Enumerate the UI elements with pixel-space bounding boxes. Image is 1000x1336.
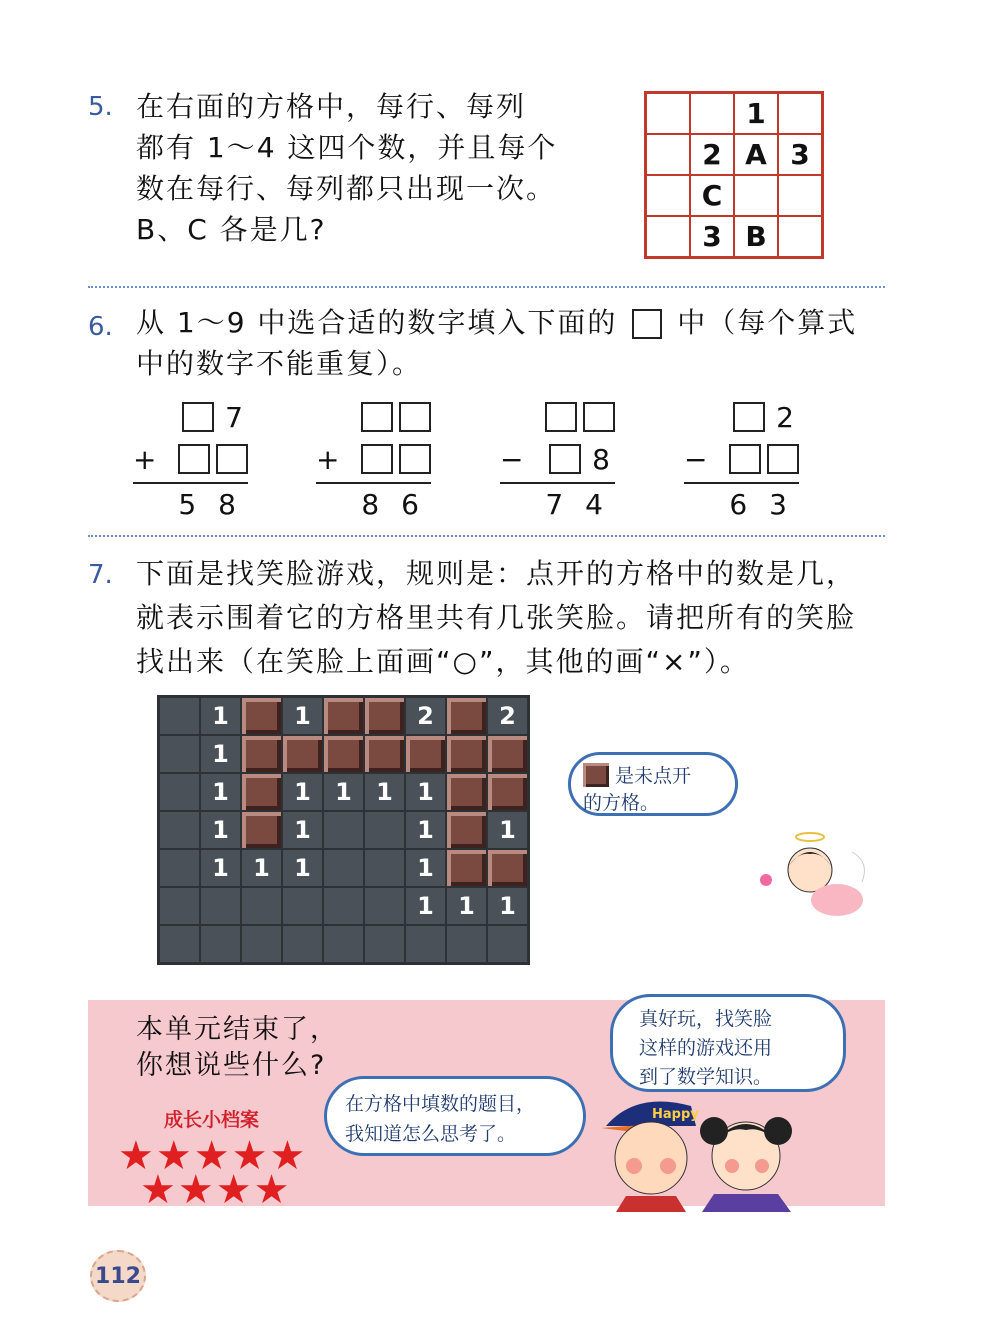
open-cell: 1 — [241, 849, 282, 887]
open-cell: 1 — [200, 849, 241, 887]
q7-line: 下面是找笑脸游戏，规则是：点开的方格中的数是几， — [136, 557, 857, 590]
grid-cell[interactable] — [646, 175, 690, 216]
closed-cell[interactable] — [241, 811, 282, 849]
open-cell — [323, 887, 364, 925]
open-cell: 1 — [405, 887, 446, 925]
equation-1 — [133, 396, 248, 524]
blank-box[interactable] — [767, 444, 799, 474]
open-cell — [282, 887, 323, 925]
open-cell — [364, 887, 405, 925]
question-7-text — [136, 552, 896, 684]
closed-cell[interactable] — [446, 811, 487, 849]
blank-box[interactable] — [399, 402, 431, 432]
latin-square-grid — [644, 91, 824, 259]
open-cell — [323, 849, 364, 887]
operator: − — [684, 442, 708, 476]
equation-3 — [500, 396, 615, 524]
open-cell — [364, 849, 405, 887]
open-cell: 1 — [200, 811, 241, 849]
open-cell — [159, 887, 200, 925]
blank-box-icon — [632, 309, 662, 339]
q6-line-1-after: 中（每个算式 — [677, 306, 858, 339]
digit: 8 — [218, 487, 236, 521]
open-cell: 1 — [282, 849, 323, 887]
q7-line: 找出来（在笑脸上面画“○”，其他的画“×”）。 — [136, 645, 750, 678]
grid-cell: 2 — [690, 134, 734, 175]
q5-line: 在右面的方格中，每行、每列 — [136, 90, 527, 123]
grid-cell: 1 — [734, 93, 778, 134]
blank-box[interactable] — [361, 402, 393, 432]
grid-cell[interactable] — [778, 175, 822, 216]
open-cell — [159, 849, 200, 887]
closed-cell[interactable] — [446, 849, 487, 887]
open-cell — [446, 925, 487, 963]
closed-cell[interactable] — [446, 735, 487, 773]
blank-box[interactable] — [729, 444, 761, 474]
q7-line: 就表示围着它的方格里共有几张笑脸。请把所有的笑脸 — [136, 601, 857, 634]
grid-cell: B — [734, 216, 778, 257]
page-number-badge — [90, 1250, 146, 1302]
digit: 5 — [178, 487, 197, 521]
blank-box[interactable] — [733, 402, 765, 432]
open-cell — [323, 925, 364, 963]
bubble-text: 在方格中填数的题目， — [345, 1093, 536, 1115]
open-cell — [282, 925, 323, 963]
question-7-number: 7. — [88, 560, 113, 590]
open-cell: 1 — [405, 773, 446, 811]
open-cell: 2 — [487, 697, 528, 735]
blank-box[interactable] — [216, 444, 248, 474]
open-cell: 1 — [487, 811, 528, 849]
blank-box[interactable] — [361, 444, 393, 474]
speech-bubble-boy — [324, 1076, 586, 1156]
open-cell: 1 — [405, 849, 446, 887]
q6-line-1-before: 从 1～9 中选合适的数字填入下面的 — [136, 306, 618, 339]
angel-girl-illustration — [752, 822, 877, 932]
blank-box[interactable] — [178, 444, 210, 474]
closed-cell-icon — [583, 763, 609, 787]
open-cell — [159, 925, 200, 963]
question-5-text — [136, 86, 616, 250]
open-cell — [159, 697, 200, 735]
open-cell: 1 — [282, 811, 323, 849]
grid-cell[interactable] — [646, 134, 690, 175]
closed-cell[interactable] — [446, 773, 487, 811]
bubble-text: 我知道怎么思考了。 — [345, 1123, 517, 1145]
closed-cell[interactable] — [241, 735, 282, 773]
closed-cell[interactable] — [323, 697, 364, 735]
closed-cell[interactable] — [241, 697, 282, 735]
open-cell — [364, 811, 405, 849]
blank-box[interactable] — [399, 444, 431, 474]
q6-line-1 — [136, 302, 896, 343]
open-cell — [487, 925, 528, 963]
open-cell — [200, 925, 241, 963]
digit: 2 — [776, 400, 794, 434]
legend-text-1: 是未点开 — [615, 765, 692, 787]
grid-cell[interactable] — [778, 216, 822, 257]
blank-box[interactable] — [545, 402, 577, 432]
grid-cell[interactable] — [646, 93, 690, 134]
closed-cell[interactable] — [487, 735, 528, 773]
closed-cell[interactable] — [446, 697, 487, 735]
legend-text-2: 的方格。 — [583, 792, 660, 814]
closed-cell[interactable] — [405, 735, 446, 773]
closed-cell[interactable] — [364, 735, 405, 773]
bubble-text: 到了数学知识。 — [639, 1066, 773, 1088]
open-cell — [241, 887, 282, 925]
cap-text: Happy — [652, 1107, 699, 1122]
equation-4 — [684, 396, 799, 524]
speech-bubble-girl — [610, 994, 846, 1092]
digit: 3 — [769, 487, 787, 521]
digit: 6 — [729, 487, 748, 521]
operator: + — [133, 442, 157, 476]
open-cell — [159, 735, 200, 773]
open-cell: 1 — [405, 811, 446, 849]
star-rating-row-1[interactable]: ★★★★★ — [118, 1133, 308, 1179]
open-cell — [405, 925, 446, 963]
open-cell — [323, 811, 364, 849]
open-cell — [159, 773, 200, 811]
operator: + — [316, 442, 340, 476]
bubble-text: 真好玩，找笑脸 — [639, 1008, 773, 1030]
open-cell: 1 — [487, 887, 528, 925]
kids-illustration — [596, 1086, 816, 1212]
open-cell: 1 — [282, 773, 323, 811]
legend-bubble — [568, 752, 738, 816]
grid-cell: 3 — [690, 216, 734, 257]
question-5-number: 5. — [88, 92, 113, 122]
digit: 6 — [401, 487, 419, 521]
equation-2 — [316, 396, 431, 524]
growth-archive-title: 成长小档案 — [164, 1109, 260, 1131]
digit: 8 — [361, 487, 380, 521]
open-cell: 1 — [282, 697, 323, 735]
open-cell: 1 — [364, 773, 405, 811]
open-cell: 1 — [323, 773, 364, 811]
reflection-prompt — [136, 1012, 339, 1084]
bubble-text: 这样的游戏还用 — [639, 1037, 773, 1059]
question-6-text — [136, 302, 896, 384]
operator: − — [500, 442, 524, 476]
open-cell: 1 — [446, 887, 487, 925]
prompt-line-2: 你想说些什么? — [136, 1050, 327, 1081]
grid-cell: A — [734, 134, 778, 175]
blank-box[interactable] — [549, 444, 581, 474]
q5-line: 数在每行、每列都只出现一次。 — [136, 172, 557, 205]
grid-cell[interactable] — [646, 216, 690, 257]
digit: 4 — [585, 487, 603, 521]
q5-line: B、C 各是几? — [136, 213, 327, 246]
open-cell: 1 — [200, 773, 241, 811]
grid-cell[interactable] — [690, 93, 734, 134]
grid-cell[interactable] — [734, 175, 778, 216]
digit: 7 — [545, 487, 564, 521]
closed-cell[interactable] — [487, 849, 528, 887]
grid-cell[interactable] — [778, 93, 822, 134]
digit: 8 — [592, 442, 610, 476]
star-rating-row-2[interactable]: ★★★★ — [140, 1167, 292, 1213]
closed-cell[interactable] — [282, 735, 323, 773]
open-cell — [241, 925, 282, 963]
open-cell — [159, 811, 200, 849]
open-cell: 1 — [200, 735, 241, 773]
page-number: 112 — [95, 1263, 141, 1289]
open-cell — [364, 925, 405, 963]
blank-box[interactable] — [182, 402, 214, 432]
blank-box[interactable] — [583, 402, 615, 432]
grid-cell: C — [690, 175, 734, 216]
open-cell — [200, 887, 241, 925]
prompt-line-1: 本单元结束了， — [136, 1014, 339, 1045]
closed-cell[interactable] — [323, 735, 364, 773]
dotted-divider — [88, 286, 885, 288]
question-6-number: 6. — [88, 312, 113, 342]
smiley-game-grid — [157, 695, 530, 965]
open-cell: 2 — [405, 697, 446, 735]
closed-cell[interactable] — [487, 773, 528, 811]
closed-cell[interactable] — [241, 773, 282, 811]
open-cell: 1 — [200, 697, 241, 735]
q6-line-2: 中的数字不能重复）。 — [136, 347, 423, 380]
dotted-divider — [88, 535, 885, 537]
digit: 7 — [225, 400, 243, 434]
q5-line: 都有 1～4 这四个数，并且每个 — [136, 131, 558, 164]
closed-cell[interactable] — [364, 697, 405, 735]
grid-cell: 3 — [778, 134, 822, 175]
